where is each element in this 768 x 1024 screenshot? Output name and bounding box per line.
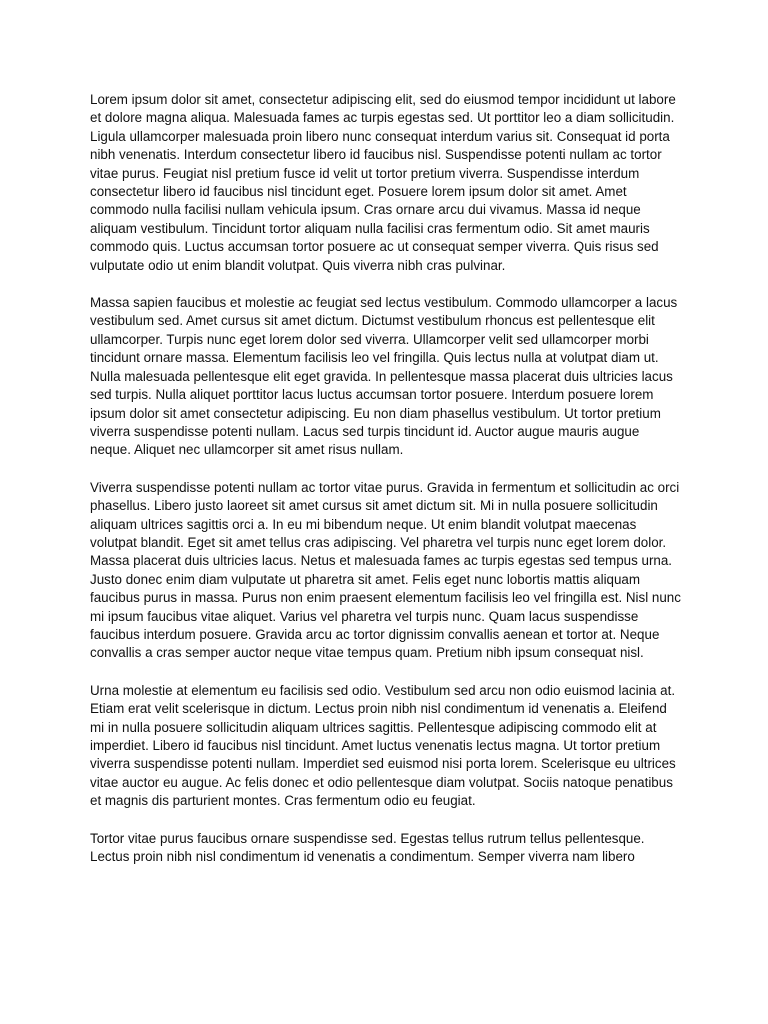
- paragraph-5: Tortor vitae purus faucibus ornare suspendisse sed. Egestas tellus rutrum tellus pellentesque. Lectus proin nibh nisl condimentum id venenatis a condimentum. Semper viverra nam libero: [90, 830, 645, 865]
- paragraph-2: Massa sapien faucibus et molestie ac feugiat sed lectus vestibulum. Commodo ullamcorper a lacus vestibulum sed. Amet cursus sit amet dictum. Dictumst vestibulum rhoncus est pellentesque elit ullamcorper. Turpis nunc eget lorem dolor sed viverra. Ullamcorper velit sed ullamcorper morbi tincidunt ornare massa. Elementum facilisis leo vel fringilla. Quis lectus nulla at volutpat diam ut. Nulla malesuada pellentesque elit eget gravida. In pellentesque massa placerat duis ultricies lacus sed turpis. Nulla aliquet porttitor lacus luctus accumsan tortor posuere. Interdum posuere lorem ipsum dolor sit amet consectetur adipiscing. Eu non diam phasellus vestibulum. Ut tortor pretium viverra suspendisse potenti nullam. Lacus sed turpis tincidunt id. Auctor augue mauris augue neque. Aliquet nec ullamcorper sit amet risus nullam.: [90, 295, 678, 458]
- paragraph-4: Urna molestie at elementum eu facilisis sed odio. Vestibulum sed arcu non odio euismod lacinia at. Etiam erat velit scelerisque in dictum. Lectus proin nibh nisl condimentum id venenatis a. Eleifend mi in nulla posuere sollicitudin aliquam ultrices sagittis. Pellentesque adipiscing commodo elit at imperdiet. Libero id faucibus nisl tincidunt. Amet luctus venenatis lectus magna. Ut tortor pretium viverra suspendisse potenti nullam. Imperdiet sed euismod nisi porta lorem. Scelerisque eu ultrices vitae auctor eu augue. Ac felis donec et odio pellentesque diam volutpat. Sociis natoque penatibus et magnis dis parturient montes. Cras fermentum odio eu feugiat.: [90, 682, 676, 809]
- paragraph-1: Lorem ipsum dolor sit amet, consectetur adipiscing elit, sed do eiusmod tempor incididunt ut labore et dolore magna aliqua. Malesuada fames ac turpis egestas sed. Ut porttitor leo a diam sollicitudin. Ligula ullamcorper malesuada proin libero nunc consequat interdum varius sit. Consequat id porta nibh venenatis. Interdum consectetur libero id faucibus nisl. Suspendisse potenti nullam ac tortor vitae purus. Feugiat nisl pretium fusce id velit ut tortor pretium viverra. Suspendisse interdum consectetur libero id faucibus nisl tincidunt eget. Posuere lorem ipsum dolor sit amet. Amet commodo nulla facilisi nullam vehicula ipsum. Cras ornare arcu dui vivamus. Massa id neque aliquam vestibulum. Tincidunt tortor aliquam nulla facilisi cras fermentum odio. Sit amet mauris commodo quis. Luctus accumsan tortor posuere ac ut consequat semper viverra. Quis risus sed vulputate odio ut enim blandit volutpat. Quis viverra nibh cras pulvinar.: [90, 92, 676, 273]
- paragraph-3: Viverra suspendisse potenti nullam ac tortor vitae purus. Gravida in fermentum et sollicitudin ac orci phasellus. Libero justo laoreet sit amet cursus sit amet dictum sit. Mi in nulla posuere sollicitudin aliquam ultrices sagittis orci a. In eu mi bibendum neque. Ut enim blandit volutpat maecenas volutpat blandit. Eget sit amet tellus cras adipiscing. Vel pharetra vel turpis nunc eget lorem dolor. Massa placerat duis ultricies lacus. Netus et malesuada fames ac turpis egestas sed tempus urna. Justo donec enim diam vulputate ut pharetra sit amet. Felis eget nunc lobortis mattis aliquam faucibus purus in massa. Purus non enim praesent elementum facilisis leo vel fringilla est. Nisl nunc mi ipsum faucibus vitae aliquet. Varius vel pharetra vel turpis nunc. Quam lacus suspendisse faucibus interdum posuere. Gravida arcu ac tortor dignissim convallis aenean et tortor at. Neque convallis a cras semper auctor neque vitae tempus quam. Pretium nibh ipsum consequat nisl.: [90, 479, 681, 661]
